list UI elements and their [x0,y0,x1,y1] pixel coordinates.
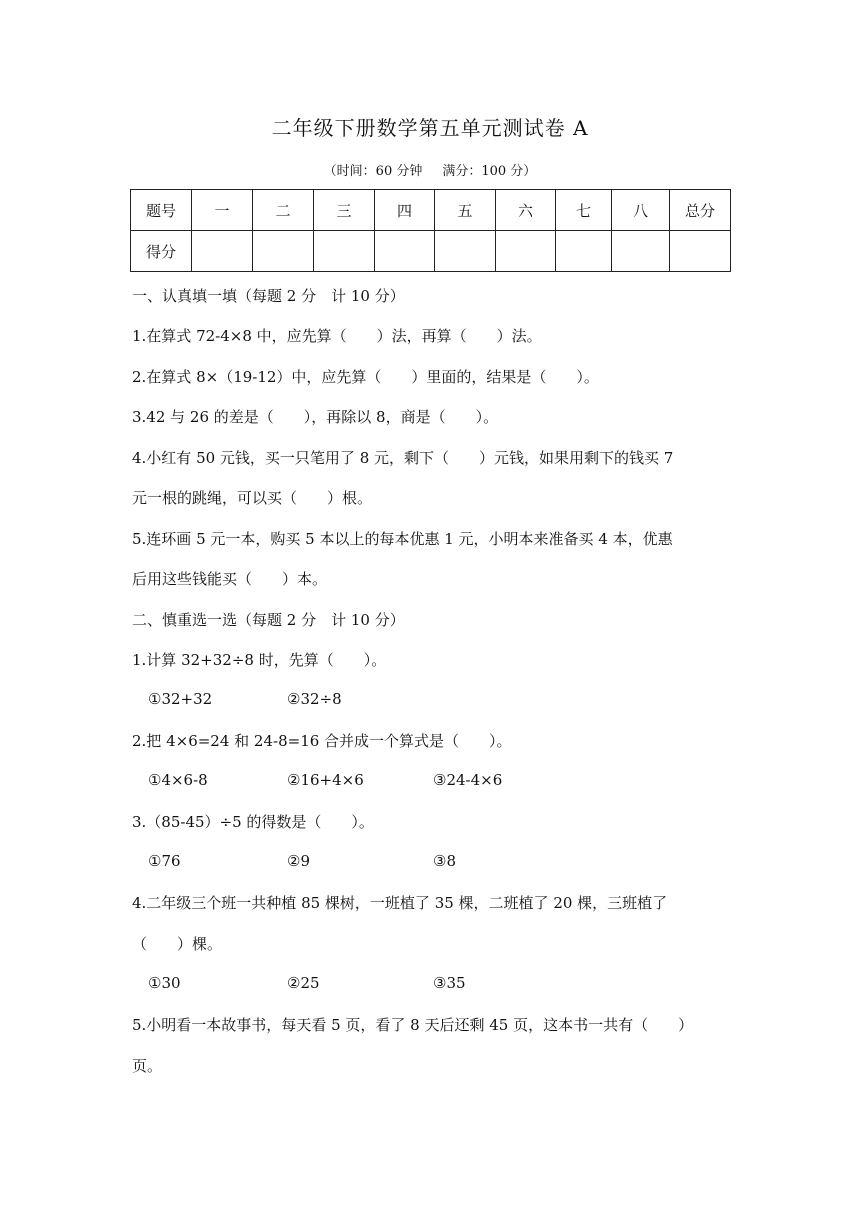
table-header-cell: 三 [314,190,375,231]
s1-question-4-line-2: 元一根的跳绳，可以买（ ）根。 [132,489,373,507]
option-3[interactable]: ③24-4×6 [433,771,503,789]
score-cell[interactable] [496,231,556,272]
table-header-cell: 题号 [131,190,192,231]
exam-info [0,160,860,179]
score-cell[interactable] [192,231,253,272]
option-2[interactable]: ②9 [287,852,310,870]
s1-question-1: 1.在算式 72-4×8 中，应先算（ ）法，再算（ ）法。 [132,327,542,345]
s2-question-5-line-1: 5.小明看一本故事书，每天看 5 页，看了 8 天后还剩 45 页，这本书一共有（ ） [132,1016,694,1034]
table-header-cell: 七 [556,190,612,231]
s2-question-2: 2.把 4×6=24 和 24-8=16 合并成一个算式是（ ）。 [132,732,512,750]
score-cell[interactable] [612,231,670,272]
option-2[interactable]: ②32÷8 [287,690,342,708]
score-table-header-row [131,190,731,231]
option-2[interactable]: ②25 [287,974,320,992]
score-table-score-row [131,231,731,272]
table-header-cell: 一 [192,190,253,231]
s1-question-4-line-1: 4.小红有 50 元钱，买一只笔用了 8 元，剩下（ ）元钱，如果用剩下的钱买 7 [132,449,674,467]
page-title: 二年级下册数学第五单元测试卷 A [271,116,589,140]
table-header-cell: 二 [253,190,314,231]
option-1[interactable]: ①30 [148,974,181,992]
option-3[interactable]: ③8 [433,852,456,870]
option-1[interactable]: ①4×6-8 [148,771,208,789]
s1-question-5-line-2: 后用这些钱能买（ ）本。 [132,570,328,588]
score-row-label: 得分 [131,231,192,272]
score-cell[interactable] [670,231,731,272]
option-1[interactable]: ①76 [148,852,181,870]
option-3[interactable]: ③35 [433,974,466,992]
table-header-cell: 四 [375,190,435,231]
score-cell[interactable] [253,231,314,272]
table-header-cell: 六 [496,190,556,231]
table-header-cell: 八 [612,190,670,231]
s1-question-3: 3.42 与 26 的差是（ ），再除以 8，商是（ ）。 [132,408,499,426]
s2-question-3: 3.（85-45）÷5 的得数是（ ）。 [132,813,374,831]
table-header-cell: 五 [435,190,496,231]
section-2-heading: 二、慎重选一选（每题 2 分 计 10 分） [132,611,405,629]
s2-question-4-line-2: （ ）棵。 [132,935,223,953]
s1-question-5-line-1: 5.连环画 5 元一本，购买 5 本以上的每本优惠 1 元，小明本来准备买 4 本，优惠 [132,530,673,548]
score-cell[interactable] [556,231,612,272]
score-cell[interactable] [375,231,435,272]
score-cell[interactable] [435,231,496,272]
s2-question-1: 1.计算 32+32÷8 时，先算（ ）。 [132,651,387,669]
option-1[interactable]: ①32+32 [148,690,213,708]
s2-question-5-line-2: 页。 [132,1057,163,1075]
option-2[interactable]: ②16+4×6 [287,771,364,789]
s2-question-4-line-1: 4.二年级三个班一共种植 85 棵树，一班植了 35 棵，二班植了 20 棵，三班植了 [132,894,668,912]
section-1-heading: 一、认真填一填（每题 2 分 计 10 分） [132,287,405,305]
score-cell[interactable] [314,231,375,272]
table-header-cell: 总分 [670,190,731,231]
time-limit: （时间：60 分钟 [323,164,423,179]
full-score: 满分：100 分） [442,164,537,179]
s1-question-2: 2.在算式 8×（19-12）中，应先算（ ）里面的，结果是（ ）。 [132,368,599,386]
score-table [130,189,731,272]
